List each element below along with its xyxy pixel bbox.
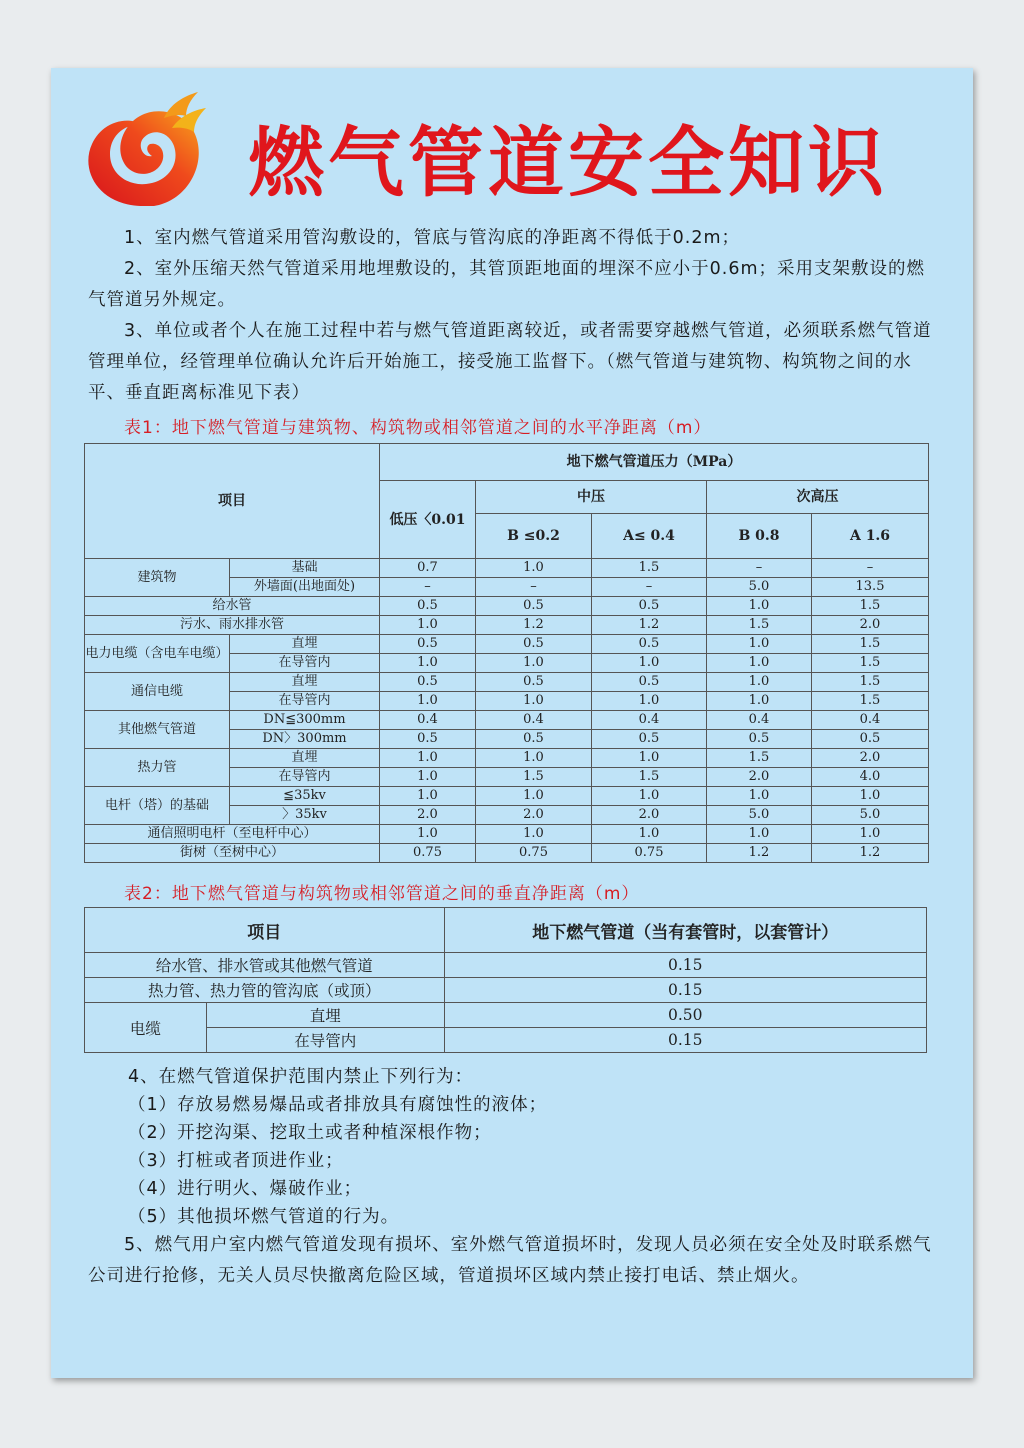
t1-header-pressure: 地下燃气管道压力（MPa） [380,444,929,481]
t1-cell: – [707,559,812,578]
table-row [85,749,929,768]
t1-group-pole: 电杆（塔）的基础 [85,787,230,825]
vertical-distance-table [84,907,927,1053]
list-item: （4）进行明火、爆破作业； [128,1179,363,1199]
t1-cell: 0.75 [380,844,476,863]
t1-cell: 2.0 [476,806,592,825]
t1-cell: 1.0 [812,787,929,806]
t1-cell: 1.0 [707,787,812,806]
table-row [85,711,929,730]
t1-cell: 1.0 [380,749,476,768]
t1-cell: 1.0 [476,749,592,768]
prohibited-actions [88,1063,936,1231]
table-row [85,635,929,654]
t1-row-label: 基础 [230,559,380,578]
t2-row-label: 热力管、热力管的管沟底（或顶） [85,978,445,1003]
t1-cell: 1.5 [592,559,707,578]
t1-cell: 1.0 [476,692,592,711]
t1-cell: 2.0 [592,806,707,825]
table-row [85,559,929,578]
t1-cell: 0.5 [380,730,476,749]
t1-cell: 0.5 [476,597,592,616]
t1-header-subhigh: 次高压 [707,481,929,514]
t1-row-label: 给水管 [85,597,380,616]
t1-cell: – [812,559,929,578]
t2-row-label: 直埋 [206,1003,444,1028]
t1-cell: 1.5 [707,616,812,635]
t1-cell: 5.0 [707,578,812,597]
paragraph-1: 1、室内燃气管道采用管沟敷设的，管底与管沟底的净距离不得低于0.2m； [124,228,741,248]
table-row [85,673,929,692]
t1-cell: 1.5 [476,768,592,787]
t1-group-building: 建筑物 [85,559,230,597]
t1-cell: 0.4 [812,711,929,730]
t1-cell: 1.2 [707,844,812,863]
t1-cell: 1.0 [476,825,592,844]
t1-header-low: 低压〈0.01 [380,481,476,559]
table-row [85,825,929,844]
t1-row-label: 直埋 [230,673,380,692]
t1-cell: 1.0 [380,654,476,673]
t1-header-subhigh-b: B 0.8 [707,514,812,559]
intro-paragraphs [88,223,936,409]
t2-row-label: 在导管内 [206,1028,444,1053]
t2-group-cable: 电缆 [85,1003,207,1053]
t1-cell: 5.0 [707,806,812,825]
t1-cell: 0.4 [707,711,812,730]
t1-cell: 1.0 [707,635,812,654]
t1-cell: 1.0 [592,749,707,768]
section5-paragraph: 5、燃气用户室内燃气管道发现有损坏、室外燃气管道损坏时，发现人员必须在安全处及时联系燃气公司进行抢修，无关人员尽快撤离危险区域，管道损坏区域内禁止接打电话、禁止烟火。 [88,1235,932,1286]
page-title: 燃气管道安全知识 [248,118,888,207]
t1-cell: 1.0 [812,825,929,844]
t1-row-label: 外墙面(出地面处) [230,578,380,597]
t1-cell: – [476,578,592,597]
list-item: （2）开挖沟渠、挖取土或者种植深根作物； [128,1123,492,1143]
table-row [85,787,929,806]
t1-row-label: DN≦300mm [230,711,380,730]
t1-cell: 1.0 [707,654,812,673]
t1-cell: 0.5 [592,730,707,749]
t1-cell: 1.0 [380,768,476,787]
list-item: （5）其他损坏燃气管道的行为。 [128,1207,400,1227]
t1-cell: 0.5 [380,635,476,654]
table-row [85,844,929,863]
t1-row-label: 直埋 [230,749,380,768]
t1-group-comm: 通信电缆 [85,673,230,711]
t1-cell: 0.75 [476,844,592,863]
t1-row-label: 在导管内 [230,654,380,673]
t1-cell: 4.0 [812,768,929,787]
t1-cell: 1.2 [812,844,929,863]
table-row [85,953,927,978]
t1-cell: 1.5 [592,768,707,787]
t1-cell: 1.2 [592,616,707,635]
t1-cell: 1.5 [812,673,929,692]
t1-cell: – [592,578,707,597]
t1-cell: 0.5 [592,635,707,654]
t1-cell: 0.5 [380,673,476,692]
t1-cell: 1.0 [592,787,707,806]
t1-cell: 2.0 [707,768,812,787]
t1-cell: 1.0 [592,825,707,844]
t1-cell: 1.0 [592,654,707,673]
t1-cell: 1.0 [707,825,812,844]
t1-row-label: 在导管内 [230,692,380,711]
t1-cell: 0.5 [707,730,812,749]
t2-cell: 0.50 [444,1003,926,1028]
t1-row-label: DN〉300mm [230,730,380,749]
list-item: （3）打桩或者顶进作业； [128,1151,344,1171]
t1-cell: 1.0 [707,597,812,616]
t1-row-label: 〉35kv [230,806,380,825]
t1-cell: 1.0 [707,673,812,692]
t1-header-subhigh-a: A 1.6 [812,514,929,559]
t1-cell: 1.0 [476,787,592,806]
t2-cell: 0.15 [444,1028,926,1053]
t1-cell: 1.0 [380,825,476,844]
t2-header-pipe: 地下燃气管道（当有套管时，以套管计） [444,908,926,953]
paragraph-2: 2、室外压缩天然气管道采用地埋敷设的，其管顶距地面的埋深不应小于0.6m；采用支架敷设的燃气管道另外规定。 [88,259,926,310]
t2-row-label: 给水管、排水管或其他燃气管道 [85,953,445,978]
t1-cell: 1.0 [707,692,812,711]
t1-cell: 1.0 [476,559,592,578]
list-item: （1）存放易燃易爆品或者排放具有腐蚀性的液体； [128,1095,548,1115]
t1-row-label: 直埋 [230,635,380,654]
t1-cell: 0.4 [476,711,592,730]
table2-caption: 表2：地下燃气管道与构筑物或相邻管道之间的垂直净距离（m） [124,884,640,904]
t1-cell: 0.7 [380,559,476,578]
t1-cell: 0.5 [592,673,707,692]
t1-group-heat: 热力管 [85,749,230,787]
t2-cell: 0.15 [444,953,926,978]
t1-cell: 1.2 [476,616,592,635]
t1-header-medium-b: B ≤0.2 [476,514,592,559]
flame-logo-icon [80,88,212,210]
t1-cell: 0.4 [592,711,707,730]
t2-header-item: 项目 [85,908,445,953]
t1-cell: 5.0 [812,806,929,825]
table-row [85,597,929,616]
section4-title: 4、在燃气管道保护范围内禁止下列行为： [128,1067,474,1087]
t1-header-medium: 中压 [476,481,707,514]
t1-row-label: ≦35kv [230,787,380,806]
t1-row-label: 通信照明电杆（至电杆中心） [85,825,380,844]
table-row [85,1028,927,1053]
t1-cell: 1.5 [707,749,812,768]
t1-cell: 0.5 [476,673,592,692]
table-row [85,616,929,635]
t1-cell: 0.5 [476,730,592,749]
t1-cell: 0.5 [592,597,707,616]
t1-row-label: 污水、雨水排水管 [85,616,380,635]
horizontal-distance-table [84,443,929,863]
t1-cell: 0.4 [380,711,476,730]
t1-cell: 1.0 [380,787,476,806]
t1-cell: 1.0 [592,692,707,711]
t1-header-medium-a: A≤ 0.4 [592,514,707,559]
t1-cell: 1.0 [380,616,476,635]
t1-cell: 1.0 [476,654,592,673]
t1-cell: – [380,578,476,597]
t1-cell: 1.5 [812,692,929,711]
t1-cell: 13.5 [812,578,929,597]
section5 [88,1230,936,1292]
t1-cell: 1.5 [812,635,929,654]
t1-cell: 2.0 [380,806,476,825]
t1-cell: 1.5 [812,654,929,673]
paragraph-3: 3、单位或者个人在施工过程中若与燃气管道距离较近，或者需要穿越燃气管道，必须联系燃气管道管理单位，经管理单位确认允许后开始施工，接受施工监督下。（燃气管道与建筑物、构筑物之间的水平、垂直距离标准见下表） [88,321,932,403]
t1-cell: 0.75 [592,844,707,863]
t1-cell: 0.5 [476,635,592,654]
t1-group-gas: 其他燃气管道 [85,711,230,749]
t1-row-label: 在导管内 [230,768,380,787]
t1-cell: 0.5 [380,597,476,616]
t1-cell: 1.0 [380,692,476,711]
t1-header-item: 项目 [85,444,380,559]
t2-cell: 0.15 [444,978,926,1003]
table-row [85,1003,927,1028]
t1-cell: 0.5 [812,730,929,749]
table-row [85,978,927,1003]
t1-cell: 1.5 [812,597,929,616]
t1-cell: 2.0 [812,616,929,635]
table1-caption: 表1：地下燃气管道与建筑物、构筑物或相邻管道之间的水平净距离（m） [124,418,712,438]
t1-cell: 2.0 [812,749,929,768]
t1-group-power: 电力电缆（含电车电缆） [85,635,230,673]
t1-row-label: 街树（至树中心） [85,844,380,863]
table-row [85,908,927,953]
